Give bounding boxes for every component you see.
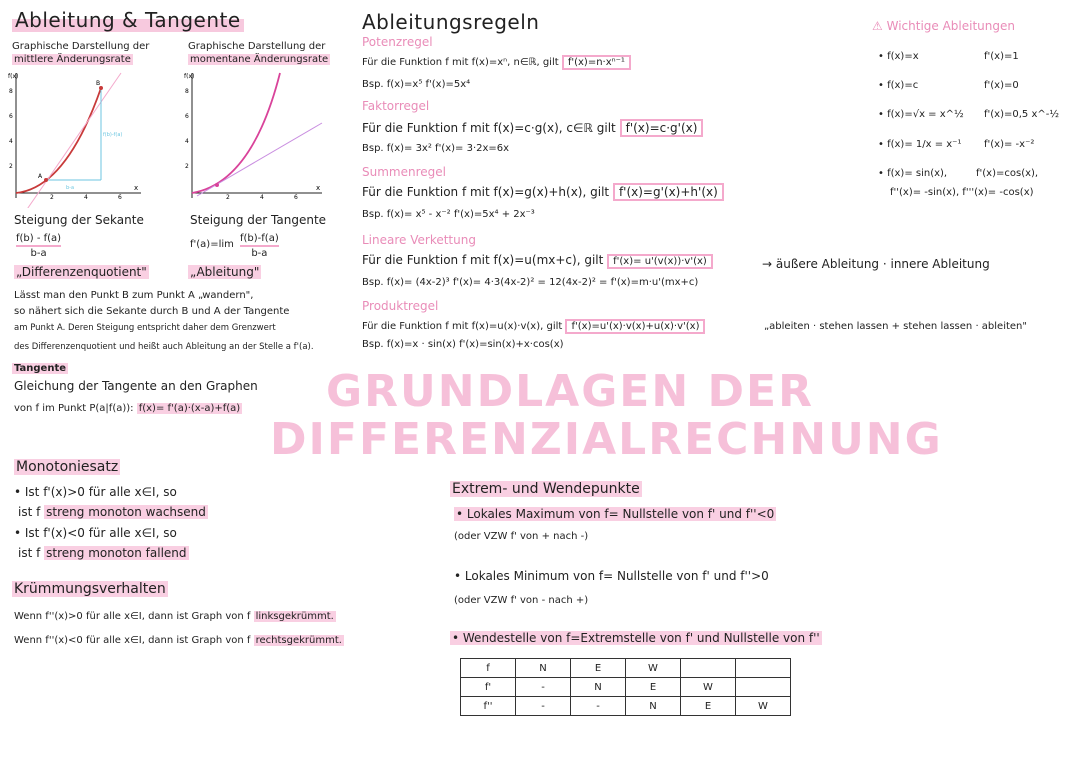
table-cell: f' <box>461 678 516 697</box>
table-cell: f'' <box>461 697 516 716</box>
xlabel: x <box>134 184 139 192</box>
point-a <box>44 178 48 182</box>
table-cell <box>736 678 791 697</box>
kruemm-line-2: Wenn f''(x)<0 für alle x∈I, dann ist Graph von f rechtsgekrümmt. <box>14 635 342 646</box>
tick-x-4: 4 <box>84 194 88 201</box>
warning-icon: ⚠ <box>872 19 883 33</box>
important-title: ⚠ Wichtige Ableitungen <box>872 19 1015 33</box>
tangent-graph <box>182 68 332 208</box>
extrem-title: Extrem- und Wendepunkte <box>452 481 640 497</box>
tangente-line-1: Gleichung der Tangente an den Graphen <box>14 379 258 393</box>
important-extra: f''(x)= -sin(x), f'''(x)= -cos(x) <box>890 187 1034 198</box>
tick-x-6: 6 <box>118 194 122 201</box>
tangent-formula-pre: f'(a)=lim <box>190 239 234 250</box>
table-cell: E <box>626 678 681 697</box>
table-cell: f <box>461 659 516 678</box>
table-cell <box>681 659 736 678</box>
table-row <box>461 697 791 716</box>
tick-y-2: 2 <box>9 163 13 170</box>
extrem-min-2: (oder VZW f' von - nach +) <box>454 595 589 606</box>
tick-y-4: 4 <box>9 138 13 145</box>
main-title-line-2: DIFFERENZIALRECHNUNG <box>270 414 943 465</box>
tick-y-8: 8 <box>9 88 13 95</box>
main-title-line-1: GRUNDLAGEN DER <box>326 366 814 417</box>
secant-formula: f(b) - f(a) b-a <box>16 233 62 259</box>
tangent-formula-frac: f(b)-f(a) b-a <box>240 233 279 259</box>
para-line-1: Lässt man den Punkt B zum Punkt A „wandern", <box>14 290 254 301</box>
mono-line-1: • Ist f'(x)>0 für alle x∈I, so <box>14 485 177 499</box>
function-curve <box>16 88 101 193</box>
tick-y-4: 4 <box>185 138 189 145</box>
xlabel: x <box>316 184 321 192</box>
label-ba: b-a <box>66 185 75 191</box>
table-row <box>461 678 791 697</box>
kruemm-title: Krümmungsverhalten <box>14 581 166 597</box>
tick-x-6: 6 <box>294 194 298 201</box>
linear-bsp: Bsp. f(x)= (4x-2)³ f'(x)= 4·3(4x-2)² = 12(4x-2)² = f'(x)=m·u'(mx+c) <box>362 277 699 288</box>
faktor-text: Für die Funktion f mit f(x)=c·g(x), c∈ℝ gilt f'(x)=c·g'(x) <box>362 120 703 136</box>
tangente-heading: Tangente <box>14 363 67 374</box>
tick-x-2: 2 <box>226 194 230 201</box>
mono-title: Monotoniesatz <box>16 459 119 475</box>
table-cell: W <box>681 678 736 697</box>
faktor-heading: Faktorregel <box>362 99 430 113</box>
table-cell: N <box>626 697 681 716</box>
label-B: B <box>96 80 101 87</box>
section-title-ableitungsregeln: Ableitungsregeln <box>362 10 540 34</box>
tick-y-6: 6 <box>9 113 13 120</box>
important-item-4: • f(x)= 1/x = x⁻¹ f'(x)= -x⁻² <box>878 138 1068 151</box>
produkt-text: Für die Funktion f mit f(x)=u(x)·v(x), gilt f'(x)=u'(x)·v(x)+u(x)·v'(x) <box>362 320 705 333</box>
function-curve <box>192 73 280 193</box>
produkt-note: „ableiten · stehen lassen + stehen lassen · ableiten" <box>764 321 1027 332</box>
table-cell: - <box>516 697 571 716</box>
quote-differenzenquotient: „Differenzenquotient" <box>16 265 147 279</box>
tick-x-4: 4 <box>260 194 264 201</box>
potenz-bsp: Bsp. f(x)=x⁵ f'(x)=5x⁴ <box>362 79 471 90</box>
table-cell: E <box>681 697 736 716</box>
table-row <box>461 659 791 678</box>
table-cell: W <box>626 659 681 678</box>
tangent-label: Steigung der Tangente <box>190 213 327 227</box>
mono-line-3: • Ist f'(x)<0 für alle x∈I, so <box>14 526 177 540</box>
faktor-bsp: Bsp. f(x)= 3x² f'(x)= 3·2x=6x <box>362 143 510 154</box>
table-cell: W <box>736 697 791 716</box>
linear-heading: Lineare Verkettung <box>362 233 476 247</box>
para-line-4: des Differenzenquotient und heißt auch Ableitung an der Stelle a f'(a). <box>14 342 314 352</box>
table-cell: N <box>571 678 626 697</box>
table-cell: - <box>516 678 571 697</box>
summen-heading: Summenregel <box>362 165 446 179</box>
col2-heading: Graphische Darstellung der <box>188 41 326 52</box>
col1-heading: Graphische Darstellung der <box>12 41 150 52</box>
linear-note: → äußere Ableitung · innere Ableitung <box>762 257 990 271</box>
para-line-2: so nähert sich die Sekante durch B und A der Tangente <box>14 306 290 317</box>
ylabel: f(x) <box>184 73 195 80</box>
label-fb-fa: f(b)-f(a) <box>103 132 123 138</box>
kruemm-line-1: Wenn f''(x)>0 für alle x∈I, dann ist Graph von f linksgekrümmt. <box>14 611 334 622</box>
point-a <box>215 183 219 187</box>
table-cell: - <box>571 697 626 716</box>
sign-table <box>460 658 791 716</box>
label-A: A <box>38 173 43 180</box>
produkt-heading: Produktregel <box>362 299 439 313</box>
tangente-line-2: von f im Punkt P(a|f(a)): f(x)= f'(a)·(x-a)+f(a) <box>14 403 241 414</box>
extrem-min-1: • Lokales Minimum von f= Nullstelle von f' und f''>0 <box>454 569 769 583</box>
tick-y-2: 2 <box>185 163 189 170</box>
table-cell: N <box>516 659 571 678</box>
tick-x-2: 2 <box>50 194 54 201</box>
important-item-2: • f(x)=c f'(x)=0 <box>878 79 1068 92</box>
tick-y-6: 6 <box>185 113 189 120</box>
secant-label: Steigung der Sekante <box>14 213 144 227</box>
extrem-max-1: • Lokales Maximum von f= Nullstelle von f' und f''<0 <box>456 507 775 521</box>
important-item-1: • f(x)=x f'(x)=1 <box>878 50 1068 63</box>
linear-text: Für die Funktion f mit f(x)=u(mx+c), gilt f'(x)= u'(v(x))·v'(x) <box>362 252 713 268</box>
col1-highlight: mittlere Änderungsrate <box>14 54 131 65</box>
potenz-text: Für die Funktion f mit f(x)=xⁿ, n∈ℝ, gilt f'(x)=n·xⁿ⁻¹ <box>362 56 631 69</box>
tick-y-8: 8 <box>185 88 189 95</box>
mono-line-4: ist f streng monoton fallend <box>18 546 187 560</box>
table-cell: E <box>571 659 626 678</box>
extrem-max-2: (oder VZW f' von + nach -) <box>454 531 589 542</box>
ylabel: f(x) <box>8 73 19 80</box>
important-item-5: • f(x)= sin(x), f'(x)=cos(x), <box>878 167 1068 180</box>
para-line-3: am Punkt A. Deren Steigung entspricht daher dem Grenzwert <box>14 323 276 333</box>
col2-highlight: momentane Änderungsrate <box>190 54 329 65</box>
summen-bsp: Bsp. f(x)= x⁵ - x⁻² f'(x)=5x⁴ + 2x⁻³ <box>362 209 535 220</box>
important-item-3: • f(x)=√x = x^½ f'(x)=0,5 x^-½ <box>878 108 1068 121</box>
summen-text: Für die Funktion f mit f(x)=g(x)+h(x), gilt f'(x)=g'(x)+h'(x) <box>362 184 724 200</box>
table-cell <box>736 659 791 678</box>
produkt-bsp: Bsp. f(x)=x · sin(x) f'(x)=sin(x)+x·cos(x) <box>362 339 564 350</box>
extrem-wende: • Wendestelle von f=Extremstelle von f' und Nullstelle von f'' <box>452 631 820 645</box>
mono-line-2: ist f streng monoton wachsend <box>18 505 206 519</box>
section-title-ableitung: Ableitung & Tangente <box>12 8 244 32</box>
secant-graph <box>6 68 146 208</box>
quote-ableitung: „Ableitung" <box>190 265 260 279</box>
potenz-heading: Potenzregel <box>362 35 433 49</box>
